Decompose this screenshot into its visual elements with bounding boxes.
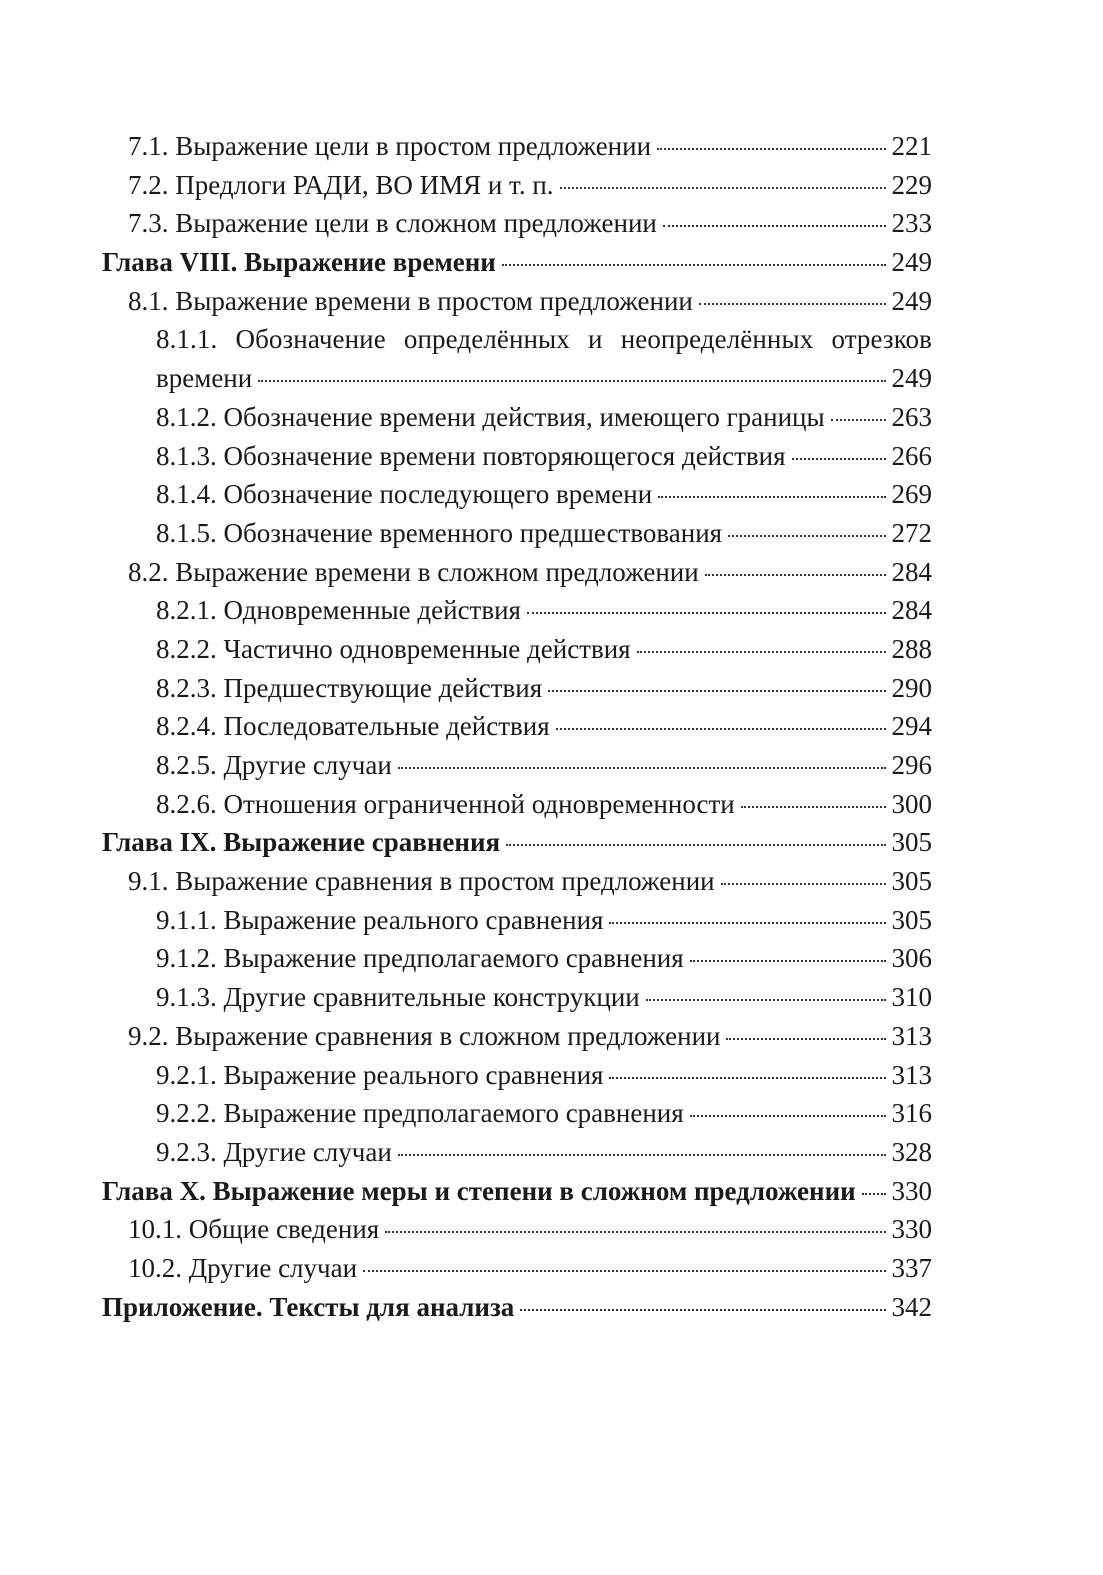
toc-entry xyxy=(102,437,932,476)
table-of-contents xyxy=(102,127,932,1326)
toc-entry-title: 8.1.3. Обозначение времени повторяющегося действия xyxy=(156,440,786,471)
toc-entry xyxy=(102,475,932,514)
toc-entry-title: 8.1.5. Обозначение временного предшествования xyxy=(156,517,723,548)
dot-leader xyxy=(728,535,885,537)
dot-leader xyxy=(609,922,885,924)
toc-entry-title: 9.2.3. Другие случаи xyxy=(156,1136,392,1167)
dot-leader xyxy=(792,458,886,460)
toc-entry xyxy=(102,591,932,630)
toc-entry-title: 9.1.1. Выражение реального сравнения xyxy=(156,904,604,935)
toc-entry-title: 9.2.2. Выражение предполагаемого сравнения xyxy=(156,1098,684,1129)
toc-entry xyxy=(102,1056,932,1095)
toc-entry-title-line2: времени xyxy=(156,363,253,394)
dot-leader xyxy=(831,419,886,421)
dot-leader xyxy=(690,1115,886,1117)
toc-entry-page: 249 xyxy=(891,363,932,394)
toc-entry xyxy=(102,320,932,397)
toc-entry-page: 313 xyxy=(891,1020,932,1051)
dot-leader xyxy=(637,651,886,653)
dot-leader xyxy=(690,960,886,962)
toc-entry-title: 10.2. Другие случаи xyxy=(128,1252,358,1283)
dot-leader xyxy=(363,1270,885,1272)
toc-entry-page: 272 xyxy=(891,517,932,548)
toc-entry-title: 7.2. Предлоги РАДИ, ВО ИМЯ и т. п. xyxy=(128,169,554,200)
toc-entry-page: 284 xyxy=(891,556,932,587)
toc-entry-page: 316 xyxy=(891,1098,932,1129)
toc-entry xyxy=(102,669,932,708)
toc-entry-title: 9.1.2. Выражение предполагаемого сравнения xyxy=(156,943,684,974)
toc-entry-page: 288 xyxy=(891,633,932,664)
toc-entry-page: 306 xyxy=(891,943,932,974)
toc-entry-page: 221 xyxy=(891,131,932,161)
toc-entry-page: 233 xyxy=(891,208,932,239)
toc-entry-page: 337 xyxy=(891,1252,932,1283)
toc-entry xyxy=(102,166,932,205)
toc-entry-title: Глава X. Выражение меры и степени в сложном предложении xyxy=(102,1175,856,1206)
toc-entry xyxy=(102,1133,932,1172)
toc-entry xyxy=(102,1210,932,1249)
toc-entry xyxy=(102,398,932,437)
toc-entry-title: 8.2.6. Отношения ограниченной одновременности xyxy=(156,788,735,819)
toc-entry xyxy=(102,204,932,243)
toc-entry xyxy=(102,630,932,669)
toc-entry-page: 313 xyxy=(891,1059,932,1090)
dot-leader xyxy=(560,187,886,189)
toc-entry-page: 330 xyxy=(891,1214,932,1245)
toc-entry-page: 330 xyxy=(891,1175,932,1206)
dot-leader xyxy=(398,1154,886,1156)
toc-entry xyxy=(102,707,932,746)
dot-leader xyxy=(385,1231,885,1233)
toc-entry xyxy=(102,282,932,321)
toc-entry-title: 9.2. Выражение сравнения в сложном предложении xyxy=(128,1020,721,1051)
toc-entry xyxy=(102,1094,932,1133)
toc-chapter-entry xyxy=(102,1172,932,1211)
toc-chapter-entry xyxy=(102,823,932,862)
toc-entry-page: 328 xyxy=(891,1136,932,1167)
dot-leader xyxy=(657,148,885,150)
toc-entry-page: 266 xyxy=(891,440,932,471)
toc-appendix-entry xyxy=(102,1288,932,1327)
dot-leader xyxy=(548,690,885,692)
toc-entry-page: 310 xyxy=(891,982,932,1013)
toc-entry-page: 300 xyxy=(891,788,932,819)
toc-entry-page: 249 xyxy=(891,285,932,316)
dot-leader xyxy=(705,574,886,576)
toc-entry xyxy=(102,1017,932,1056)
toc-entry-title: 8.2.3. Предшествующие действия xyxy=(156,672,543,703)
toc-entry xyxy=(102,785,932,824)
toc-entry-title: Глава IX. Выражение сравнения xyxy=(102,827,501,858)
toc-entry-title: 7.1. Выражение цели в простом предложении xyxy=(128,131,652,161)
toc-entry-title: 9.1.3. Другие сравнительные конструкции xyxy=(156,982,640,1013)
toc-entry-title: Приложение. Тексты для анализа xyxy=(102,1291,515,1322)
dot-leader xyxy=(699,303,886,305)
toc-entry-page: 229 xyxy=(891,169,932,200)
dot-leader xyxy=(502,264,886,266)
toc-entry-title: 9.1. Выражение сравнения в простом предложении xyxy=(128,866,715,897)
toc-entry-page: 305 xyxy=(891,904,932,935)
dot-leader xyxy=(556,728,886,730)
dot-leader xyxy=(258,380,885,382)
toc-entry xyxy=(102,901,932,940)
toc-entry-page: 290 xyxy=(891,672,932,703)
toc-entry-title: 10.1. Общие сведения xyxy=(128,1214,380,1245)
toc-entry-title-line1: 8.1.1. Обозначение определённых и неопределённых отрезков xyxy=(156,324,932,355)
dot-leader xyxy=(398,767,886,769)
toc-chapter-entry xyxy=(102,243,932,282)
toc-entry-title: 8.2.4. Последовательные действия xyxy=(156,711,550,742)
toc-entry-page: 269 xyxy=(891,479,932,510)
dot-leader xyxy=(646,999,886,1001)
toc-entry-title: 9.2.1. Выражение реального сравнения xyxy=(156,1059,604,1090)
toc-entry-page: 294 xyxy=(891,711,932,742)
toc-entry xyxy=(102,127,932,166)
dot-leader xyxy=(520,1309,885,1311)
toc-entry-page: 263 xyxy=(891,401,932,432)
toc-entry-page: 249 xyxy=(891,247,932,278)
toc-entry xyxy=(102,939,932,978)
toc-entry xyxy=(102,862,932,901)
toc-entry xyxy=(102,978,932,1017)
toc-entry-title: 8.2. Выражение времени в сложном предложении xyxy=(128,556,699,587)
toc-entry-title: 8.1. Выражение времени в простом предложении xyxy=(128,285,693,316)
toc-entry-title: 8.2.2. Частично одновременные действия xyxy=(156,633,631,664)
dot-leader xyxy=(527,612,886,614)
toc-entry xyxy=(102,746,932,785)
toc-entry xyxy=(102,514,932,553)
dot-leader xyxy=(658,496,885,498)
dot-leader xyxy=(862,1193,886,1195)
toc-entry-page: 305 xyxy=(891,866,932,897)
dot-leader xyxy=(609,1077,885,1079)
toc-entry xyxy=(102,553,932,592)
dot-leader xyxy=(663,225,886,227)
toc-entry-page: 342 xyxy=(891,1291,932,1322)
dot-leader xyxy=(741,806,886,808)
toc-entry-title: 8.1.2. Обозначение времени действия, имеющего границы xyxy=(156,401,825,432)
dot-leader xyxy=(726,1038,885,1040)
toc-entry-page: 305 xyxy=(891,827,932,858)
toc-entry-title: 7.3. Выражение цели в сложном предложении xyxy=(128,208,657,239)
toc-entry-title: 8.1.4. Обозначение последующего времени xyxy=(156,479,653,510)
toc-entry-title: 8.2.5. Другие случаи xyxy=(156,750,392,780)
toc-entry-page: 296 xyxy=(891,750,932,780)
toc-entry-title: 8.2.1. Одновременные действия xyxy=(156,595,521,626)
toc-entry-title: Глава VIII. Выражение времени xyxy=(102,247,496,278)
toc-entry xyxy=(102,1249,932,1288)
dot-leader xyxy=(721,883,886,885)
toc-entry-page: 284 xyxy=(891,595,932,626)
dot-leader xyxy=(506,844,885,846)
